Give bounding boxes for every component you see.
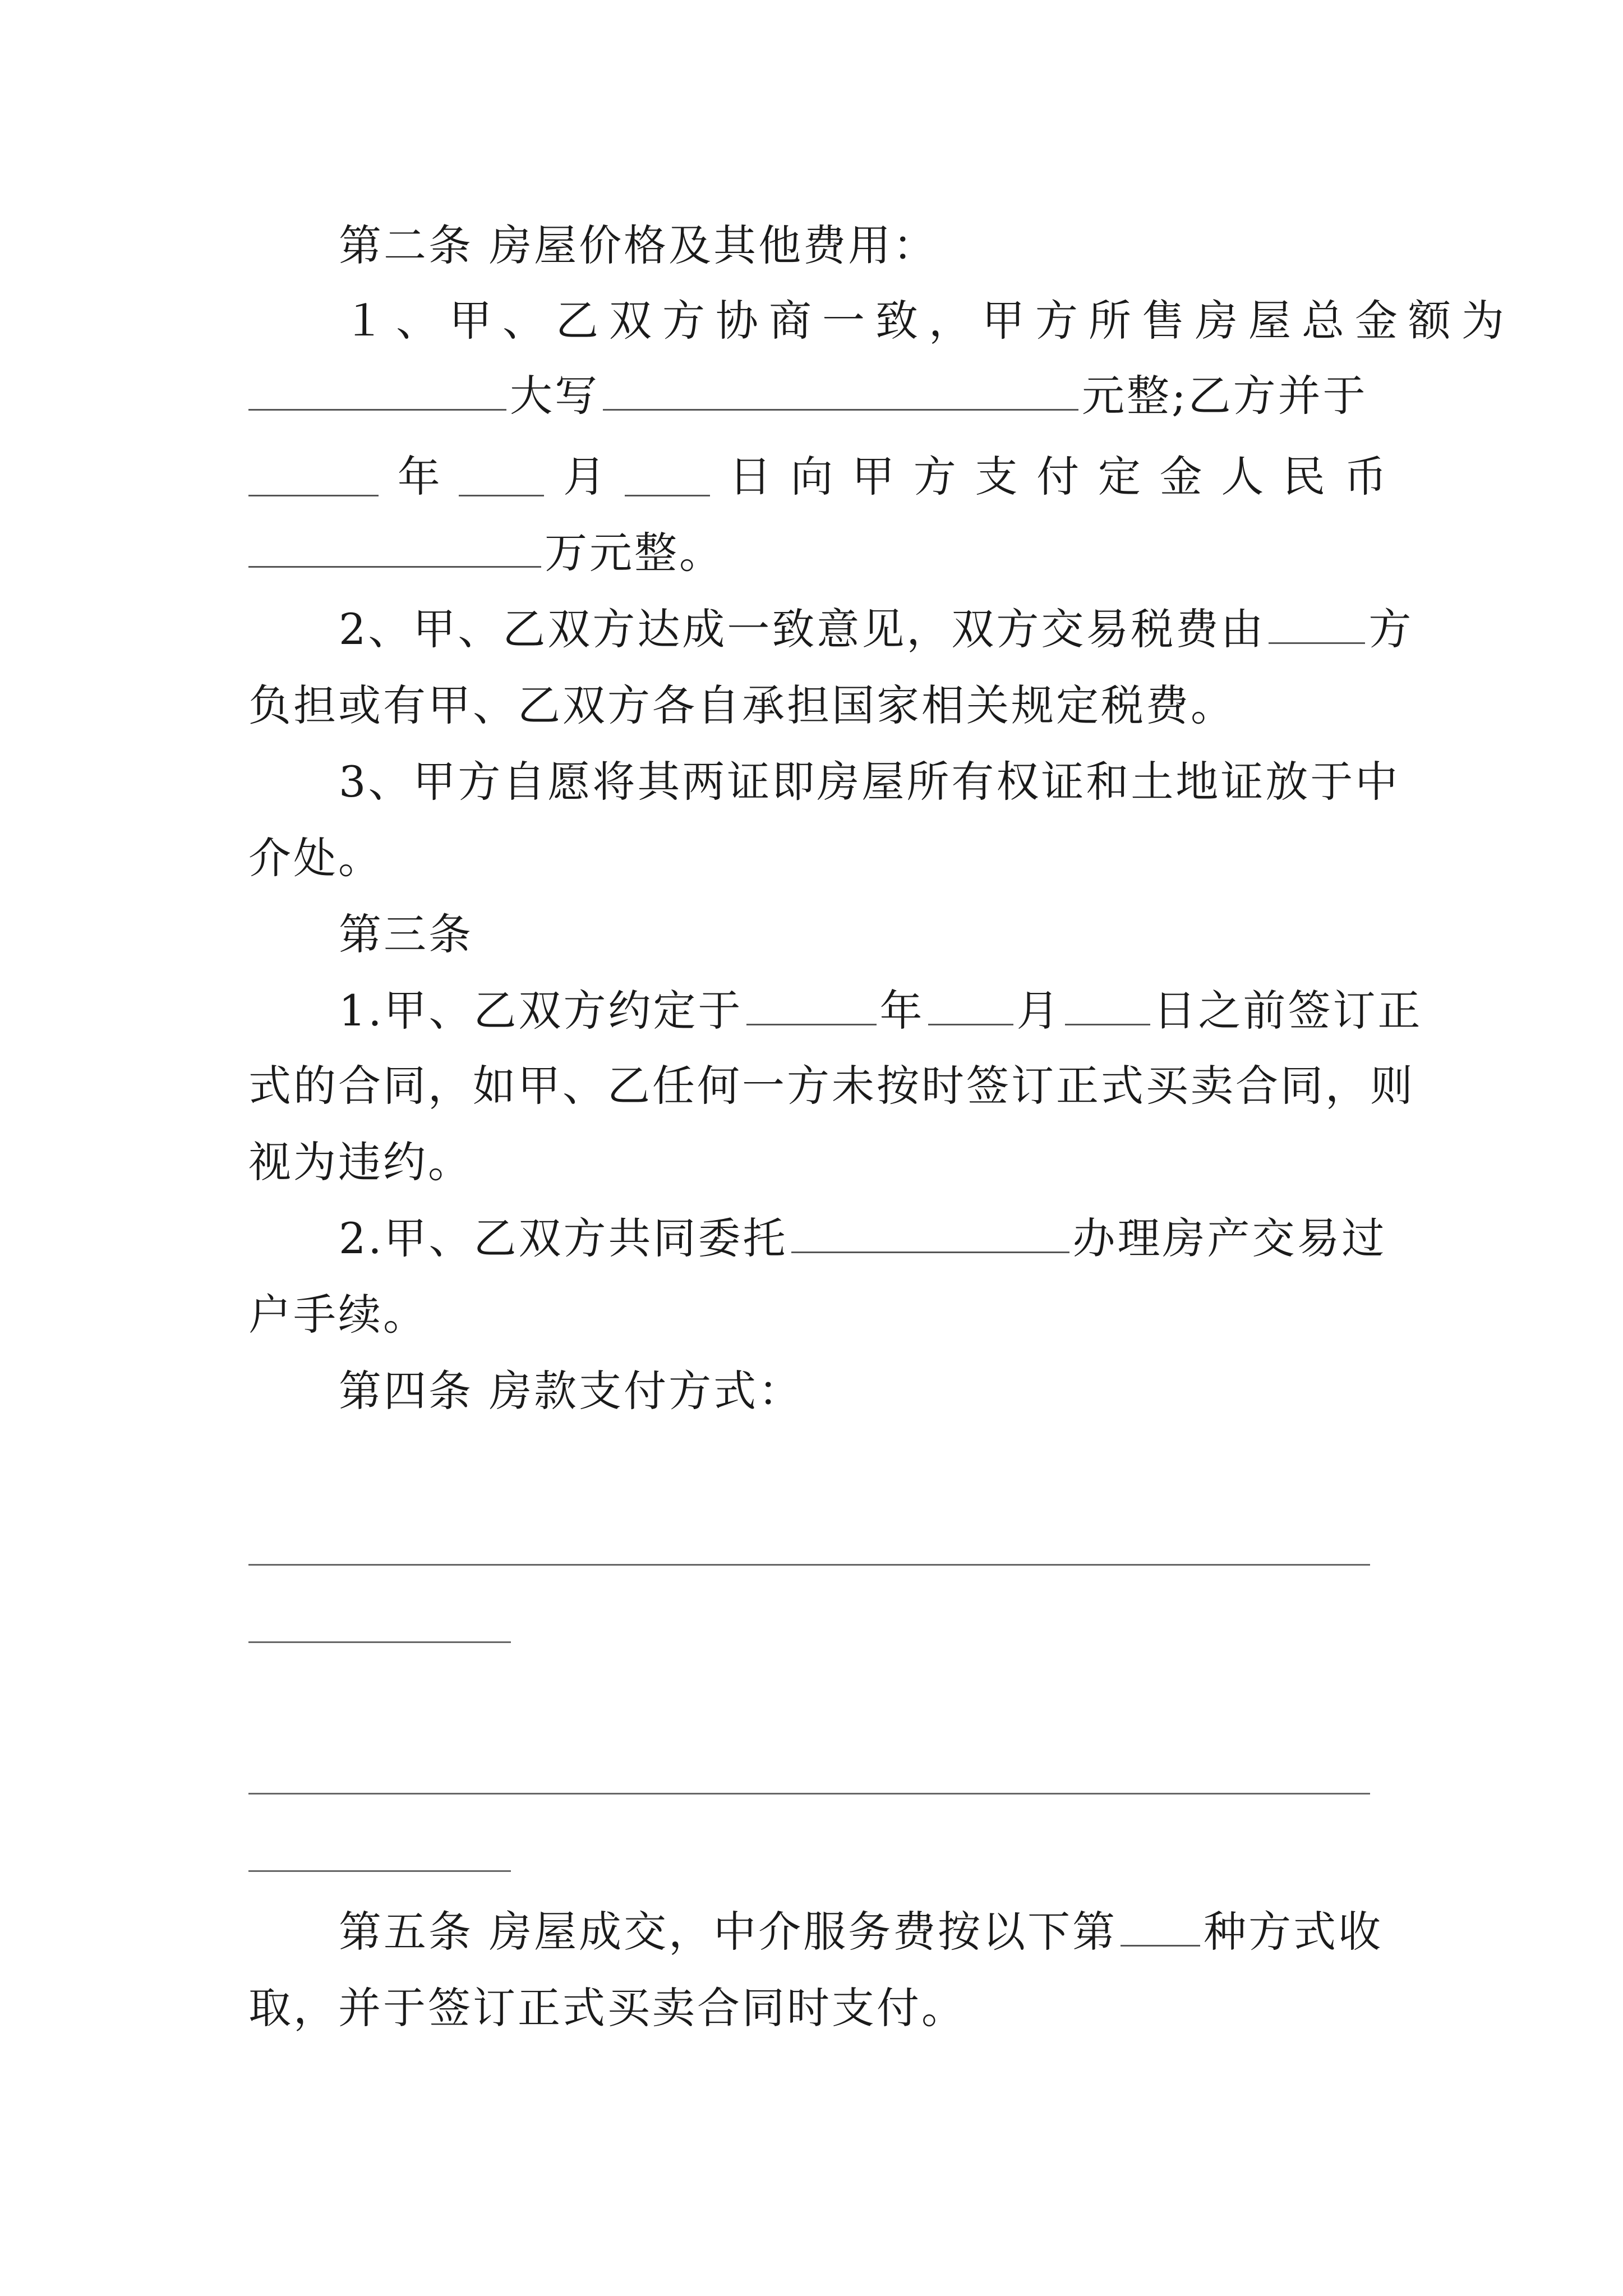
fang-label: 方 [1368, 604, 1414, 654]
article-2-item-1-text: １、甲、乙双方协商一致，甲方所售房屋总金额为 [343, 296, 1515, 346]
ri-char-10: 币 [1344, 452, 1387, 501]
ri-char-9: 民 [1283, 452, 1326, 501]
total-amount-blank[interactable] [248, 372, 506, 411]
sign-month-blank[interactable] [928, 987, 1013, 1025]
article-3-item-2-prefix: 2.甲、乙双方共同委托 [339, 1213, 788, 1263]
ri-char-4: 支 [975, 452, 1018, 501]
article-2-item-2-text: 2、甲、乙双方达成一致意见，双方交易税费由 [339, 604, 1266, 654]
deposit-month-blank[interactable] [459, 458, 544, 496]
yuanzheng-label: 元整;乙方并于 [1082, 371, 1368, 421]
article-2-heading: 第二条 房屋价格及其他费用： [339, 220, 938, 270]
article-5-text: 第五条 房屋成交，中介服务费按以下第 [339, 1907, 1118, 1957]
article-5-line-2: 取，并于签订正式买卖合同时支付。 [248, 1983, 966, 2033]
fee-method-blank[interactable] [1121, 1908, 1200, 1947]
ri-char-6: 定 [1098, 452, 1141, 501]
month-label: 月 [563, 452, 606, 501]
ri-char-1: 向 [790, 452, 833, 501]
article-3-item-2-suffix: 办理房产交易过 [1072, 1213, 1387, 1263]
article-2-item-3-line-1: 3、甲方自愿将其两证即房屋所有权证和土地证放于中 [339, 757, 1400, 807]
sign-day-blank[interactable] [1065, 987, 1150, 1025]
payment-method-blank-line-2b[interactable] [248, 1870, 511, 1872]
sign-month-label: 月 [1016, 986, 1062, 1036]
deposit-amount-blank[interactable] [248, 529, 541, 568]
ri-char-3: 方 [913, 452, 956, 501]
ri-char-7: 金 [1159, 452, 1202, 501]
article-3-heading: 第三条 [339, 909, 473, 959]
deposit-day-blank[interactable] [625, 458, 710, 496]
tax-payer-blank[interactable] [1269, 605, 1365, 644]
payment-method-blank-line-1b[interactable] [248, 1641, 511, 1643]
article-2-item-3-line-2: 介处。 [248, 833, 383, 883]
article-3-item-1-line-2: 式的合同，如甲、乙任何一方未按时签订正式买卖合同，则 [248, 1061, 1415, 1111]
article-5-suffix: 种方式收 [1204, 1907, 1384, 1957]
amount-in-words-blank[interactable] [603, 372, 1078, 411]
ri-char-5: 付 [1036, 452, 1080, 501]
wanyuan-label: 万元整。 [545, 528, 724, 578]
deposit-year-blank[interactable] [248, 458, 379, 496]
article-3-item-2-line-2: 户手续。 [248, 1290, 428, 1340]
article-5-line-1 [339, 1893, 1387, 1971]
article-2-item-1-line-3 [248, 438, 1387, 516]
article-3-item-1-line-1 [339, 972, 1423, 1050]
article-3-item-1-suffix: 日之前签订正 [1153, 986, 1423, 1036]
article-2-item-1-line-4 [248, 514, 1387, 592]
ri-char-2: 甲 [852, 452, 895, 501]
ri-char-0: 日 [728, 452, 772, 501]
payment-method-blank-line-2[interactable] [248, 1793, 1370, 1795]
year-label: 年 [397, 452, 440, 501]
sign-year-label: 年 [879, 986, 925, 1036]
article-2-item-2-line-1 [339, 590, 1414, 669]
article-3-item-1-line-3: 视为违约。 [248, 1137, 473, 1187]
article-4-heading: 第四条 房款支付方式： [339, 1366, 804, 1416]
sign-year-blank[interactable] [746, 987, 877, 1025]
ri-char-8: 人 [1221, 452, 1264, 501]
article-2-item-1-line-2 [248, 357, 1387, 435]
agent-blank[interactable] [791, 1214, 1069, 1253]
article-3-item-2-line-1 [339, 1199, 1387, 1278]
daxie-label: 大写 [510, 371, 600, 421]
article-2-item-1-line-1 [343, 282, 1515, 360]
article-3-item-1-prefix: 1.甲、乙双方约定于 [339, 986, 743, 1036]
payment-method-blank-line-1[interactable] [248, 1564, 1370, 1566]
article-2-item-2-line-2: 负担或有甲、乙双方各自承担国家相关规定税费。 [248, 680, 1235, 730]
